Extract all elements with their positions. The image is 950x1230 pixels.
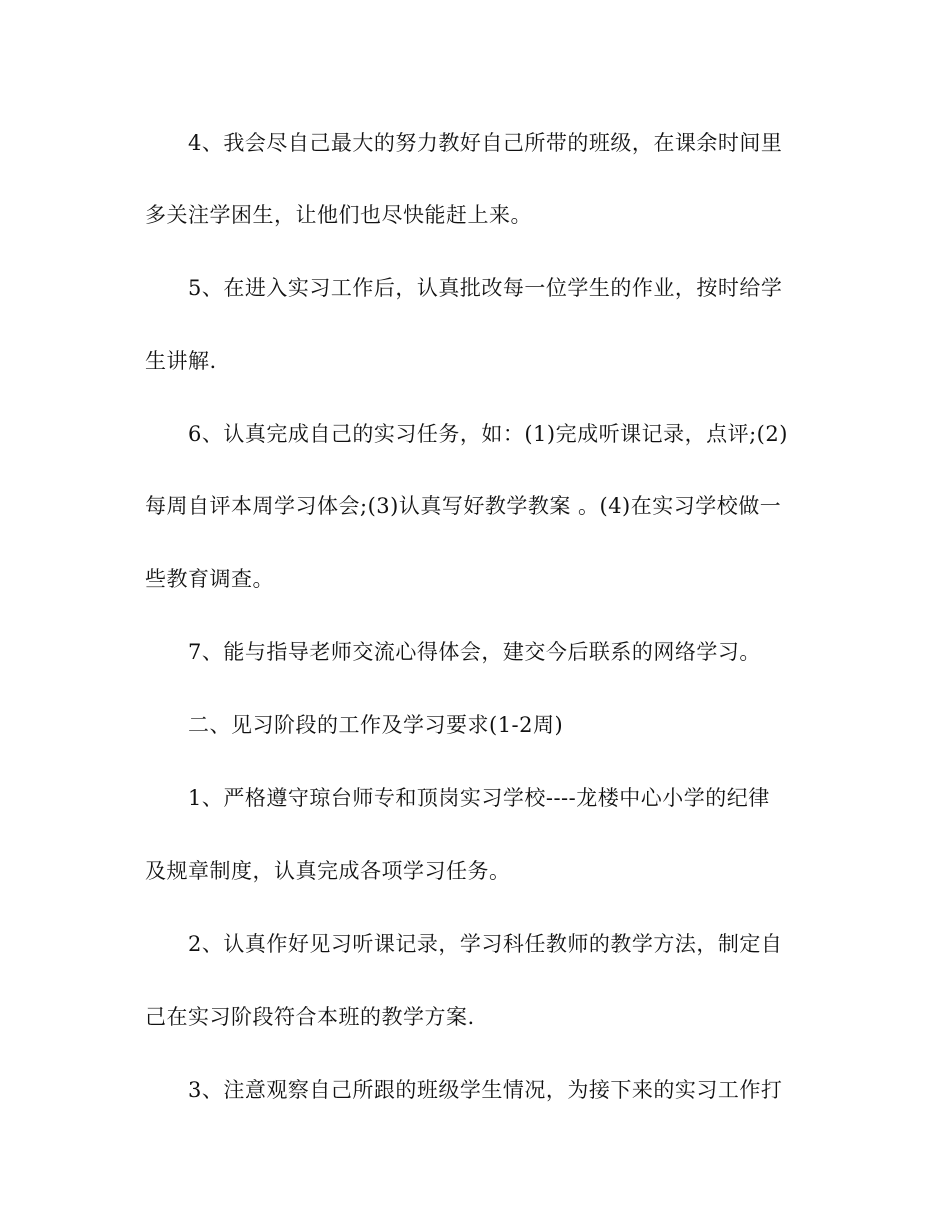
text-line: 1、严格遵守琼台师专和顶岗实习学校----龙楼中心小学的纪律 <box>188 786 770 810</box>
text-line: 7、能与指导老师交流心得体会，建交今后联系的网络学习。 <box>188 640 761 664</box>
text-line: 生讲解. <box>145 349 217 373</box>
text-line: 4、我会尽自己最大的努力教好自己所带的班级，在课余时间里 <box>188 131 783 155</box>
text-line: 3、注意观察自己所跟的班级学生情况，为接下来的实习工作打 <box>188 1078 783 1102</box>
text-line: 6、认真完成自己的实习任务，如：(1)完成听课记录，点评;(2) <box>188 422 788 446</box>
text-line: 及规章制度，认真完成各项学习任务。 <box>145 859 511 883</box>
text-line: 些教育调查。 <box>145 567 274 591</box>
text-line: 2、认真作好见习听课记录，学习科任教师的教学方法，制定自 <box>188 932 783 956</box>
text-line: 己在实习阶段符合本班的教学方案. <box>145 1005 475 1029</box>
text-line: 5、在进入实习工作后，认真批改每一位学生的作业，按时给学 <box>188 276 783 300</box>
text-line: 每周自评本周学习体会;(3)认真写好教学教案 。(4)在实习学校做一 <box>145 494 782 518</box>
section-heading: 二、见习阶段的工作及学习要求(1-2周) <box>188 713 564 737</box>
text-line: 多关注学困生，让他们也尽快能赶上来。 <box>145 203 532 227</box>
